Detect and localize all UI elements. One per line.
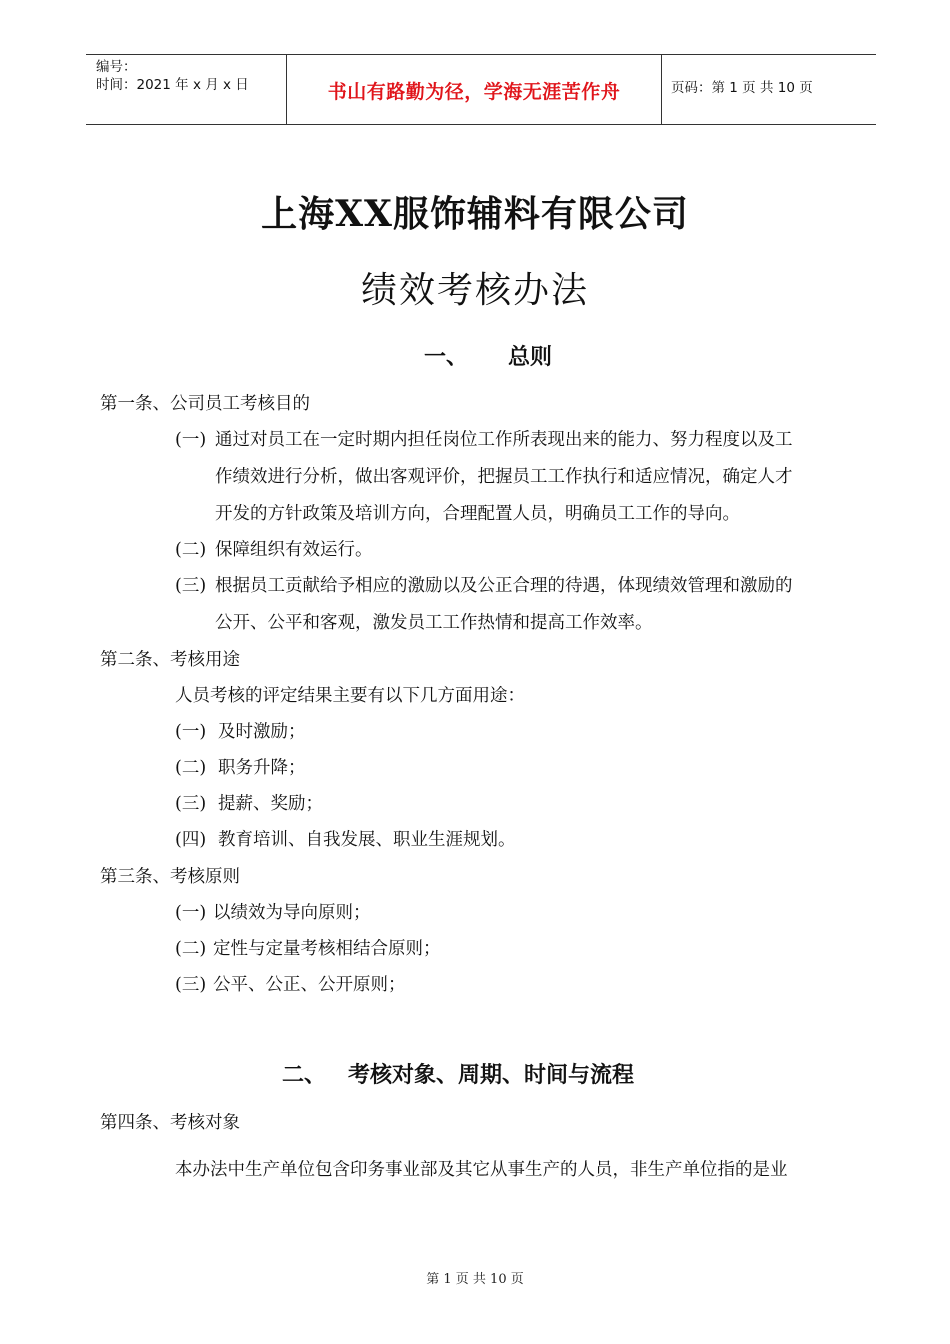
list-item: 职务升降； [218, 758, 306, 778]
page-footer: 第 1 页 共 10 页 [426, 1272, 524, 1287]
document-number-label: 编号： [96, 59, 137, 75]
list-marker: (二) [175, 758, 207, 778]
header-motto: 书山有路勤为径，学海无涯苦作舟 [327, 81, 621, 103]
section-title: 总则 [508, 345, 553, 370]
list-item-line: 通过对员工在一定时期内担任岗位工作所表现出来的能力、努力程度以及工 [215, 430, 793, 450]
list-marker: (三) [175, 794, 207, 814]
header-page-info: 页码：第 1 页 共 10 页 [671, 80, 813, 96]
header-motto-cell [286, 55, 662, 124]
list-item: 及时激励； [218, 722, 306, 742]
page-header [86, 54, 876, 125]
article-heading: 第一条、公司员工考核目的 [100, 394, 310, 414]
document-title: 上海XX服饰辅料有限公司 [261, 193, 689, 235]
list-marker: (二) [175, 540, 207, 560]
list-item: 定性与定量考核相结合原则； [213, 939, 441, 959]
document-date-label: 时间：2021 年 x 月 x 日 [96, 77, 249, 93]
article-heading: 第三条、考核原则 [100, 867, 240, 887]
list-item-line: 公开、公平和客观，激发员工工作热情和提高工作效率。 [215, 613, 653, 633]
list-item-line: 开发的方针政策及培训方向，合理配置人员，明确员工工作的导向。 [215, 504, 740, 524]
list-item-line: 保障组织有效运行。 [215, 540, 373, 560]
list-item-line: 根据员工贡献给予相应的激励以及公正合理的待遇，体现绩效管理和激励的 [215, 576, 793, 596]
header-page-cell [661, 55, 876, 124]
list-item: 提薪、奖励； [218, 794, 323, 814]
article-heading: 第四条、考核对象 [100, 1113, 240, 1133]
list-item: 公平、公正、公开原则； [213, 975, 406, 995]
section-heading-2 [282, 1058, 634, 1089]
list-marker: (一) [175, 903, 207, 923]
section-heading-1 [424, 340, 552, 371]
list-item: 以绩效为导向原则； [213, 903, 371, 923]
list-marker: (一) [175, 430, 207, 450]
list-marker: (三) [175, 576, 207, 596]
section-number: 二、 [282, 1063, 327, 1088]
article-heading: 第二条、考核用途 [100, 650, 240, 670]
list-item-line: 作绩效进行分析，做出客观评价，把握员工工作执行和适应情况，确定人才 [215, 467, 793, 487]
section-number: 一、 [424, 345, 469, 370]
paragraph: 本办法中生产单位包含印务事业部及其它从事生产的人员，非生产单位指的是业 [175, 1160, 788, 1180]
list-marker: (四) [175, 830, 207, 850]
document-subtitle: 绩效考核办法 [360, 270, 589, 311]
section-title: 考核对象、周期、时间与流程 [348, 1063, 635, 1088]
list-marker: (二) [175, 939, 207, 959]
list-item: 教育培训、自我发展、职业生涯规划。 [218, 830, 516, 850]
list-marker: (三) [175, 975, 207, 995]
header-meta-cell [86, 55, 286, 124]
list-marker: (一) [175, 722, 207, 742]
article-intro: 人员考核的评定结果主要有以下几方面用途： [175, 686, 525, 706]
